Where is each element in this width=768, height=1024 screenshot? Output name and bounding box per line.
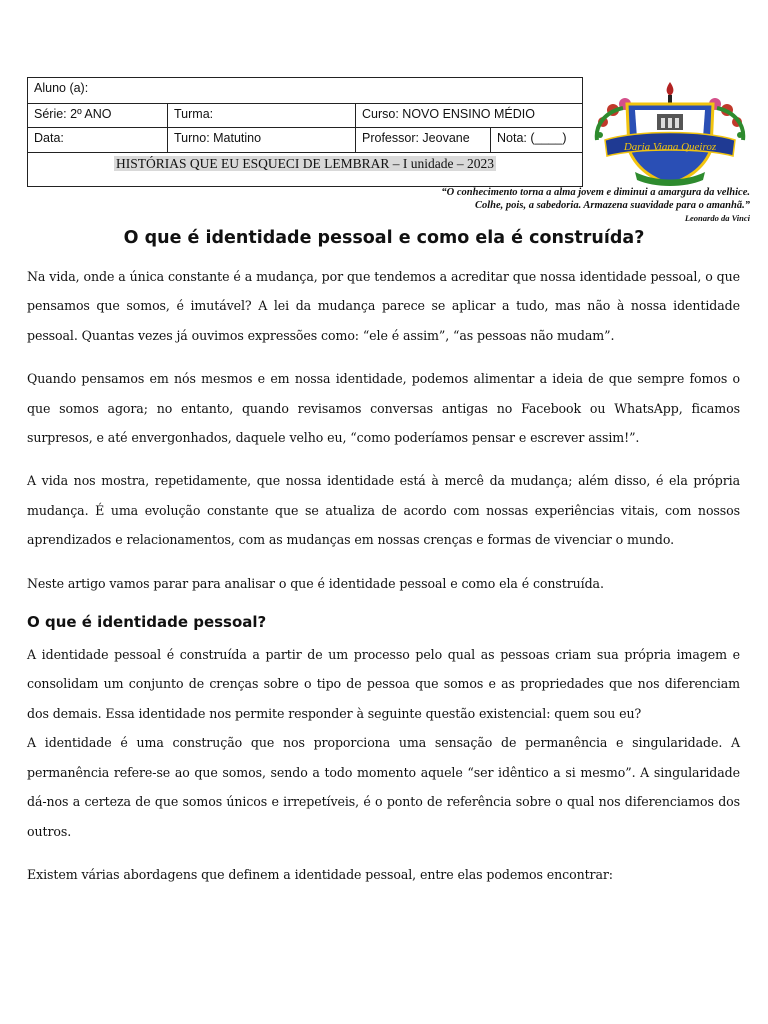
article-body <box>27 262 740 889</box>
paragraph-7: Existem várias abordagens que definem a identidade pessoal, entre elas podemos encontrar: <box>27 866 613 882</box>
turno-field: Turno: Matutino <box>167 128 355 152</box>
school-logo <box>585 80 755 192</box>
section-subtitle: O que é identidade pessoal? <box>27 613 267 632</box>
torch-flame-icon <box>667 82 674 96</box>
aluno-field[interactable]: Aluno (a): <box>34 81 89 95</box>
curso-field: Curso: NOVO ENSINO MÉDIO <box>355 104 582 127</box>
quote-line-1: “O conhecimento torna a alma jovem e diminui a amargura da velhice. <box>441 187 750 198</box>
professor-field: Professor: Jeovane <box>355 128 490 152</box>
data-field[interactable]: Data: <box>34 131 64 145</box>
paragraph-4: Neste artigo vamos parar para analisar o que é identidade pessoal e como ela é construída. <box>27 575 604 591</box>
article-title: O que é identidade pessoal e como ela é construída? <box>123 228 645 248</box>
quote-author: Leonardo da Vinci <box>684 213 750 223</box>
paragraph-2: Quando pensamos em nós mesmos e em nossa identidade, podemos alimentar a ideia de que sempre fomos o que somos agora; no entanto, quando revisamos conversas antigas no Facebook ou WhatsApp, ficamos surpresos, e até envergonhados, daquele velho eu, “como poderíamos pensar e escrever assim!”. <box>27 371 740 446</box>
paragraph-5: A identidade pessoal é construída a partir de um processo pelo qual as pessoas criam sua própria imagem e consolidam um conjunto de crenças sobre o tipo de pessoa que somos e as propriedades que nos diferenciam dos demais. Essa identidade nos permite responder à seguinte questão existencial: quem sou eu? <box>27 647 740 721</box>
nota-field[interactable]: Nota: (____) <box>490 128 582 152</box>
worksheet-title-text: HISTÓRIAS QUE EU ESQUECI DE LEMBRAR – I unidade – 2023 <box>116 156 494 171</box>
row-aluno <box>28 78 582 104</box>
row-data <box>28 128 582 153</box>
serie-field: Série: 2º ANO <box>34 107 112 121</box>
epigraph-quote <box>330 186 750 225</box>
paragraph-3: A vida nos mostra, repetidamente, que nossa identidade está à mercê da mudança; além disso, é ela própria mudança. É uma evolução constante que se atualiza de acordo com nossas experiências vitais, com nossos aprendizados e relacionamentos, com as mudanças em nossas crenças e formas de vivenciar o mundo. <box>27 473 740 548</box>
row-serie <box>28 104 582 128</box>
turma-field[interactable]: Turma: <box>167 104 355 127</box>
paragraph-1: Na vida, onde a única constante é a mudança, por que tendemos a acreditar que nossa identidade pessoal, o que pensamos que somos, é imutável? A lei da mudança parece se aplicar a tudo, mas não à nossa identidade pessoal. Quantas vezes já ouvimos expressões como: “ele é assim”, “as pessoas não mudam”. <box>27 269 740 343</box>
quote-line-2: Colhe, pois, a sabedoria. Armazena suavidade para o amanhã.” <box>475 200 750 211</box>
school-name-text: Daria Viana Queiroz <box>623 141 717 153</box>
paragraph-6: A identidade é uma construção que nos proporciona uma sensação de permanência e singularidade. A permanência refere-se ao que somos, sendo a todo momento aquele “ser idêntico a si mesmo”. A singularidade dá-nos a certeza de que somos únicos e irrepetíveis, é o ponto de referência sobre o qual nos diferenciamos dos outros. <box>27 735 740 839</box>
student-info-table <box>27 77 583 187</box>
worksheet-title <box>28 153 582 177</box>
